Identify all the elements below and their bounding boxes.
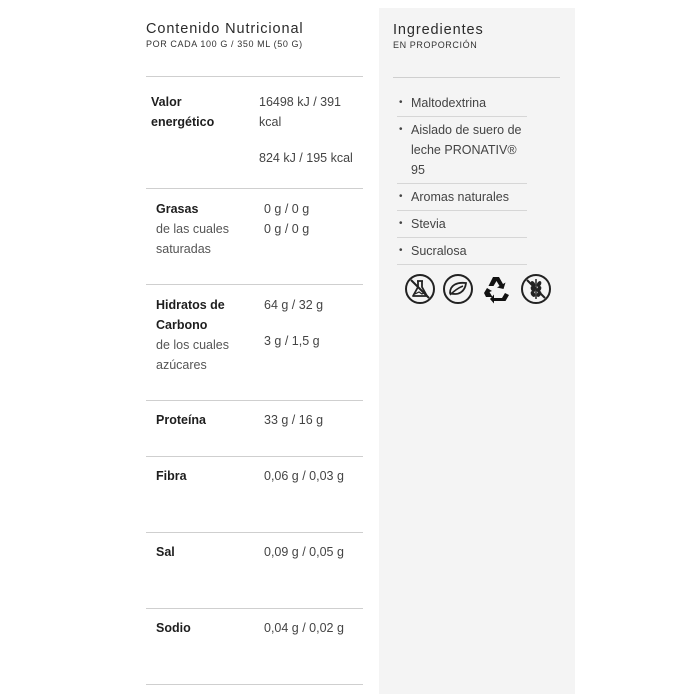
row-label: Sodio bbox=[156, 621, 191, 635]
divider bbox=[146, 684, 363, 685]
ingredients-list bbox=[397, 90, 527, 265]
certification-icons bbox=[404, 273, 554, 307]
row-label: Sal bbox=[156, 545, 175, 559]
nutrition-subtitle: POR CADA 100 G / 350 ML (50 G) bbox=[146, 39, 303, 49]
row-label: Proteína bbox=[156, 413, 207, 427]
row-value: 0,04 g / 0,02 g bbox=[264, 621, 344, 635]
row-value: 64 g / 32 g bbox=[264, 298, 324, 312]
recycle-icon bbox=[480, 273, 512, 305]
row-label: Hidratos de Carbono bbox=[156, 298, 225, 332]
divider bbox=[146, 188, 363, 189]
divider bbox=[146, 400, 363, 401]
ingredients-title: Ingredientes bbox=[393, 22, 484, 38]
nutrition-panel bbox=[146, 20, 363, 635]
divider bbox=[146, 456, 363, 457]
vegetarian-leaf-icon bbox=[442, 273, 474, 305]
row-value: 3 g / 1,5 g bbox=[264, 334, 320, 348]
row-label: Grasas bbox=[156, 202, 199, 216]
nutrition-title: Contenido Nutricional bbox=[146, 21, 304, 37]
row-value: 0,06 g / 0,03 g bbox=[264, 469, 344, 483]
divider bbox=[146, 284, 363, 285]
no-lab-testing-icon bbox=[404, 273, 436, 305]
row-value: 0 g / 0 g bbox=[264, 202, 310, 216]
divider bbox=[146, 608, 363, 609]
ingredient-item: • Aromas naturales bbox=[397, 184, 527, 211]
row-value: 824 kJ / 195 kcal bbox=[259, 151, 353, 165]
row-label: Valor energético bbox=[151, 95, 215, 129]
row-value: 33 g / 16 g bbox=[264, 413, 324, 427]
row-label: Fibra bbox=[156, 469, 187, 483]
divider bbox=[393, 77, 560, 78]
ingredient-item: • Stevia bbox=[397, 211, 527, 238]
ingredient-item: • Sucralosa bbox=[397, 238, 527, 265]
ingredients-panel bbox=[379, 8, 575, 694]
row-sublabel: de las cuales saturadas bbox=[156, 222, 229, 256]
gluten-free-icon bbox=[520, 273, 552, 305]
ingredient-item: • Aislado de suero de leche PRONATIV® 95 bbox=[397, 117, 527, 184]
row-value: 0 g / 0 g bbox=[264, 222, 310, 236]
divider bbox=[146, 532, 363, 533]
ingredients-subtitle: EN PROPORCIÓN bbox=[393, 40, 478, 50]
ingredient-item: • Maltodextrina bbox=[397, 90, 527, 117]
row-value: 0,09 g / 0,05 g bbox=[264, 545, 344, 559]
divider bbox=[146, 76, 363, 77]
row-value: 16498 kJ / 391 kcal bbox=[259, 95, 342, 129]
row-sublabel: de los cuales azúcares bbox=[156, 338, 229, 372]
